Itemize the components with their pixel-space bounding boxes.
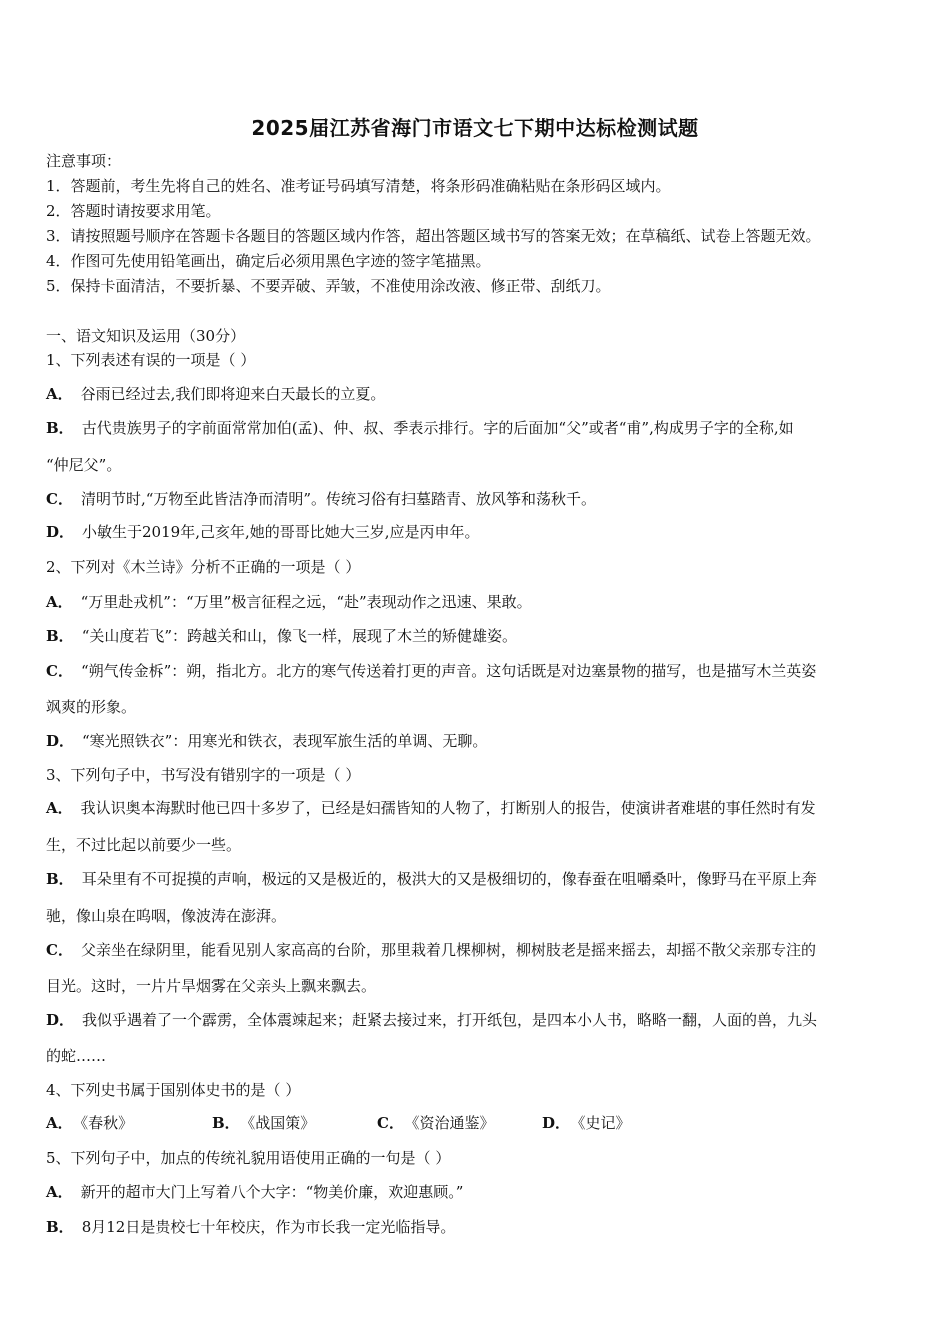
option-text: 《史记》 [578,1114,631,1132]
q4-option-c [377,1113,542,1133]
q2-option-a [46,592,532,612]
option-label: B． [46,419,74,437]
option-text: 《战国策》 [247,1114,316,1132]
option-text: 耳朵里有不可捉摸的声响，极远的又是极近的，极洪大的又是极细切的，像春蚕在咀嚼桑叶，像野马在平原上奔 [81,870,817,888]
q5-option-a [46,1182,463,1202]
option-text: “寒光照铁衣”：用寒光和铁衣，表现军旅生活的单调、无聊。 [82,732,488,750]
q1-option-c [46,489,596,509]
notice-heading: 注意事项： [46,152,122,170]
option-text: 父亲坐在绿阴里，能看见别人家高高的台阶，那里栽着几棵柳树，柳树肢老是摇来摇去，却摇不散父亲那专注的 [80,941,816,959]
notice-item: 5．保持卡面清洁，不要折暴、不要弄破、弄皱，不准使用涂改液、修正带、刮纸刀。 [46,277,611,295]
option-label: A． [46,799,73,817]
q1-option-b [46,418,794,438]
option-text: 古代贵族男子的字前面常常加伯(孟)、仲、叔、季表示排行。字的后面加“父”或者“甫”,构成男子字的全称,如 [81,419,794,437]
option-text: 清明节时,“万物至此皆洁净而清明”。传统习俗有扫墓踏青、放风筝和荡秋千。 [80,490,597,508]
option-text: “朔气传金柝”：朔，指北方。北方的寒气传送着打更的声音。这句话既是对边塞景物的描写，也是描写木兰英姿 [80,662,817,680]
option-text: 《春秋》 [80,1114,134,1132]
question-1-stem: 1、下列表述有误的一项是（ ） [46,351,256,369]
q1-option-b-cont: “仲尼父”。 [46,456,122,474]
option-label: C． [46,490,73,508]
option-text: 8月12日是贵校七十年校庆，作为市长我一定光临指导。 [81,1218,456,1236]
q4-option-d [542,1113,631,1133]
q3-option-a [46,798,816,818]
notice-item: 1．答题前，考生先将自己的姓名、准考证号码填写清楚，将条形码准确粘贴在条形码区域内。 [46,177,671,195]
page-title: 2025届江苏省海门市语文七下期中达标检测试题 [251,116,699,140]
q3-option-a-cont: 生，不过比起以前要少一些。 [46,836,242,854]
q2-option-c-cont: 飒爽的形象。 [46,698,137,716]
q3-option-d [46,1010,817,1030]
option-text: 谷雨已经过去,我们即将迎来白天最长的立夏。 [80,385,386,403]
notice-item: 3．请按照题号顺序在答题卡各题目的答题区域内作答，超出答题区域书写的答案无效；在草稿纸、试卷上答题无效。 [46,227,821,245]
option-label: D． [46,1011,75,1029]
question-4-stem: 4、下列史书属于国别体史书的是（ ） [46,1081,301,1099]
option-label: A． [46,1114,73,1132]
option-label: C． [377,1114,404,1132]
option-label: B． [212,1114,240,1132]
option-label: C． [46,941,73,959]
q2-option-b [46,626,517,646]
option-label: D． [46,732,75,750]
q4-options [46,1113,631,1133]
notice-item: 4．作图可先使用铅笔画出，确定后必须用黑色字迹的签字笔描黑。 [46,252,491,270]
option-label: A． [46,593,73,611]
option-text: 我似乎遇着了一个霹雳，全体震竦起来；赶紧去接过来，打开纸包，是四本小人书，略略一翻，人面的兽，九头 [82,1011,818,1029]
option-label: B． [46,627,74,645]
q3-option-c [46,940,816,960]
q4-option-a [46,1113,212,1133]
option-text: 小敏生于2019年,己亥年,她的哥哥比她大三岁,应是丙申年。 [82,523,480,541]
question-2-stem: 2、下列对《木兰诗》分析不正确的一项是（ ） [46,558,361,576]
option-text: 我认识奥本海默时他已四十多岁了，已经是妇孺皆知的人物了，打断别人的报告，使演讲者难堪的事任然时有发 [80,799,816,817]
section-heading: 一、语文知识及运用（30分） [46,327,246,345]
q1-option-d [46,522,480,542]
q3-option-d-cont: 的蛇…… [46,1047,107,1065]
option-label: A． [46,1183,73,1201]
option-label: D． [542,1114,571,1132]
option-label: A． [46,385,73,403]
q1-option-a [46,384,385,404]
option-label: B． [46,870,74,888]
option-text: 《资治通鉴》 [411,1114,495,1132]
q2-option-d [46,731,487,751]
option-label: C． [46,662,73,680]
notice-item: 2．答题时请按要求用笔。 [46,202,221,220]
question-3-stem: 3、下列句子中，书写没有错别字的一项是（ ） [46,766,361,784]
option-text: “关山度若飞”：跨越关和山，像飞一样，展现了木兰的矫健雄姿。 [81,627,518,645]
q4-option-b [212,1113,377,1133]
q3-option-c-cont: 目光。这时，一片片旱烟雾在父亲头上飘来飘去。 [46,977,377,995]
q5-option-b [46,1217,455,1237]
question-5-stem: 5、下列句子中，加点的传统礼貌用语使用正确的一句是（ ） [46,1149,451,1167]
option-text: “万里赴戎机”：“万里”极言征程之远，“赴”表现动作之迅速、果敢。 [80,593,532,611]
q3-option-b [46,869,817,889]
option-label: D． [46,523,75,541]
q3-option-b-cont: 驰，像山泉在呜咽，像波涛在澎湃。 [46,907,287,925]
option-label: B． [46,1218,74,1236]
q2-option-c [46,661,816,681]
option-text: 新开的超市大门上写着八个大字：“物美价廉，欢迎惠顾。” [80,1183,464,1201]
